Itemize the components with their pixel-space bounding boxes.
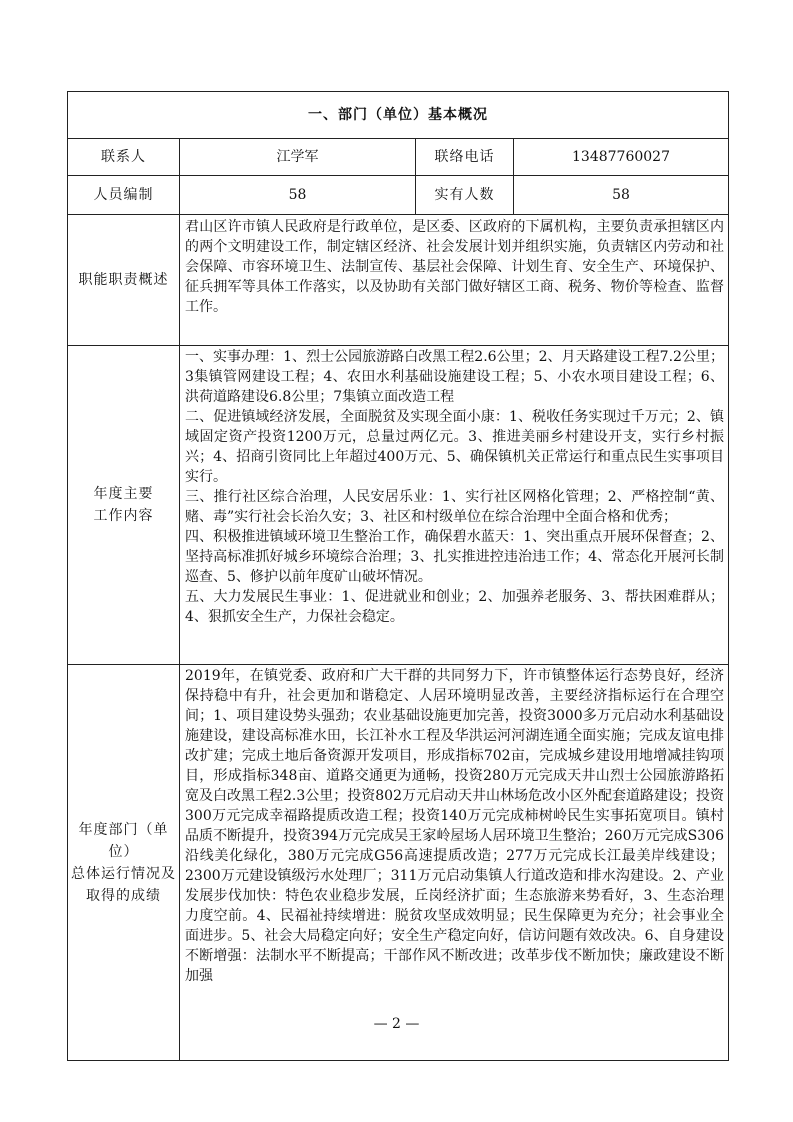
contact-value: 江学军 <box>180 139 416 176</box>
overview-table <box>67 91 729 1061</box>
annual-work-row <box>68 346 729 665</box>
results-label-line2: 总体运行情况及 <box>71 865 176 882</box>
title-row <box>68 92 729 139</box>
phone-value: 13487760027 <box>514 139 729 176</box>
annual-work-label-line2: 工作内容 <box>93 508 154 524</box>
phone-label: 联络电话 <box>416 139 514 176</box>
staffing-row <box>68 176 729 215</box>
annual-work-label-line1: 年度主要 <box>93 486 154 502</box>
page-number: — 2 — <box>373 1016 420 1032</box>
results-text: 2019年，在镇党委、政府和广大干群的共同努力下，许市镇整体运行态势良好，经济保持稳中有升，社会更加和谐稳定、人居环境明显改善，主要经济指标运行在合理空间；1、项目建设势头强劲；农业基础设施更加完善，投资3000多万元启动水利基础设施建设，建设高标准水田，长江补水工程及华洪运河河湖连通全面实施；完成友谊电排改扩建；完成土地后备资源开发项目，形成指标702亩，完成城乡建设用地增减挂钩项目，形成指标348亩、道路交通更为通畅，投资280万元完成天井山烈士公园旅游路拓宽及白改黑工程2.3公里；投资802万元启动天井山林场危改小区外配套道路建设；投资300万元完成幸福路提质改造工程；投资140万元完成柿树岭民生实事拓宽项目。镇村品质不断提升，投资394万元完成吴王家岭屋场人居环境卫生整治；260万元完成S306沿线美化绿化，380万元完成G56高速提质改造；277万元完成长江最美岸线建设；2300万元建设镇级污水处理厂；311万元启动集镇人行道改造和排水沟建设。2、产业发展步伐加快：特色农业稳步发展，丘岗经济扩面；生态旅游来势看好，3、生态治理力度空前。4、民福祉持续增进：脱贫攻坚成效明显；民生保障更为充分；社会事业全面进步。5、社会大局稳定向好；安全生产稳定向好，信访问题有效改决。6、自身建设不断增强：法制水平不断提高；干部作风不断改进；改革步伐不断加快；廉政建设不断加强 <box>180 665 729 1061</box>
contact-label: 联系人 <box>68 139 180 176</box>
annual-work-content <box>180 346 729 665</box>
duties-row <box>68 215 729 346</box>
staffing-label: 人员编制 <box>68 176 180 215</box>
contact-row <box>68 139 729 176</box>
actual-staff-label: 实有人数 <box>416 176 514 215</box>
results-label <box>68 665 180 1061</box>
duties-text: 君山区许市镇人民政府是行政单位，是区委、区政府的下属机构，主要负责承担辖区内的两个文明建设工作，制定辖区经济、社会发展计划并组织实施，负责辖区内劳动和社会保障、市容环境卫生、法制宣传、基层社会保障、计划生育、安全生产、环境保护、征兵拥军等具体工作落实，以及协助有关部门做好辖区工商、税务、物价等检查、监督工作。 <box>180 215 729 346</box>
duties-label: 职能职责概述 <box>68 215 180 346</box>
actual-staff-value: 58 <box>514 176 729 215</box>
work-paragraph: 二、促进镇域经济发展，全面脱贫及实现全面小康：1、税收任务实现过千万元；2、镇域固定资产投资1200万元，总量过两亿元。3、推进美丽乡村建设开支，实行乡村振兴；4、招商引资同比上年超过400万元、5、确保镇机关正常运行和重点民生实事项目实行。 <box>185 409 724 485</box>
work-paragraph: 三、推行社区综合治理，人民安居乐业：1、实行社区网格化管理；2、严格控制“黄、赌、毒”实行社会长治久安；3、社区和村级单位在综合治理中全面合格和优秀； <box>185 489 724 525</box>
results-label-line3: 取得的成绩 <box>86 887 161 904</box>
annual-work-label <box>68 346 180 665</box>
results-row <box>68 665 729 1061</box>
work-paragraph: 五、大力发展民生事业：1、促进就业和创业；2、加强养老服务、3、帮扶困难群从；4、狠抓安全生产，力保社会稳定。 <box>185 589 724 625</box>
work-paragraph: 四、积极推进镇域环境卫生整治工作，确保碧水蓝天：1、突出重点开展环保督查；2、坚持高标准抓好城乡环境综合治理；3、扎实推进控违治违工作；4、常态化开展河长制巡查、5、修护以前年度矿山破坏情况。 <box>185 529 724 585</box>
work-paragraph: 一、实事办理：1、烈士公园旅游路白改黑工程2.6公里；2、月天路建设工程7.2公里；3集镇管网建设工程；4、农田水利基础设施建设工程；5、小农水项目建设工程；6、洪荷道路建设6.8公里；7集镇立面改造工程 <box>185 349 724 405</box>
results-label-line1: 年度部门（单位） <box>78 821 169 860</box>
section-title: 一、部门（单位）基本概况 <box>68 92 729 139</box>
staffing-value: 58 <box>180 176 416 215</box>
